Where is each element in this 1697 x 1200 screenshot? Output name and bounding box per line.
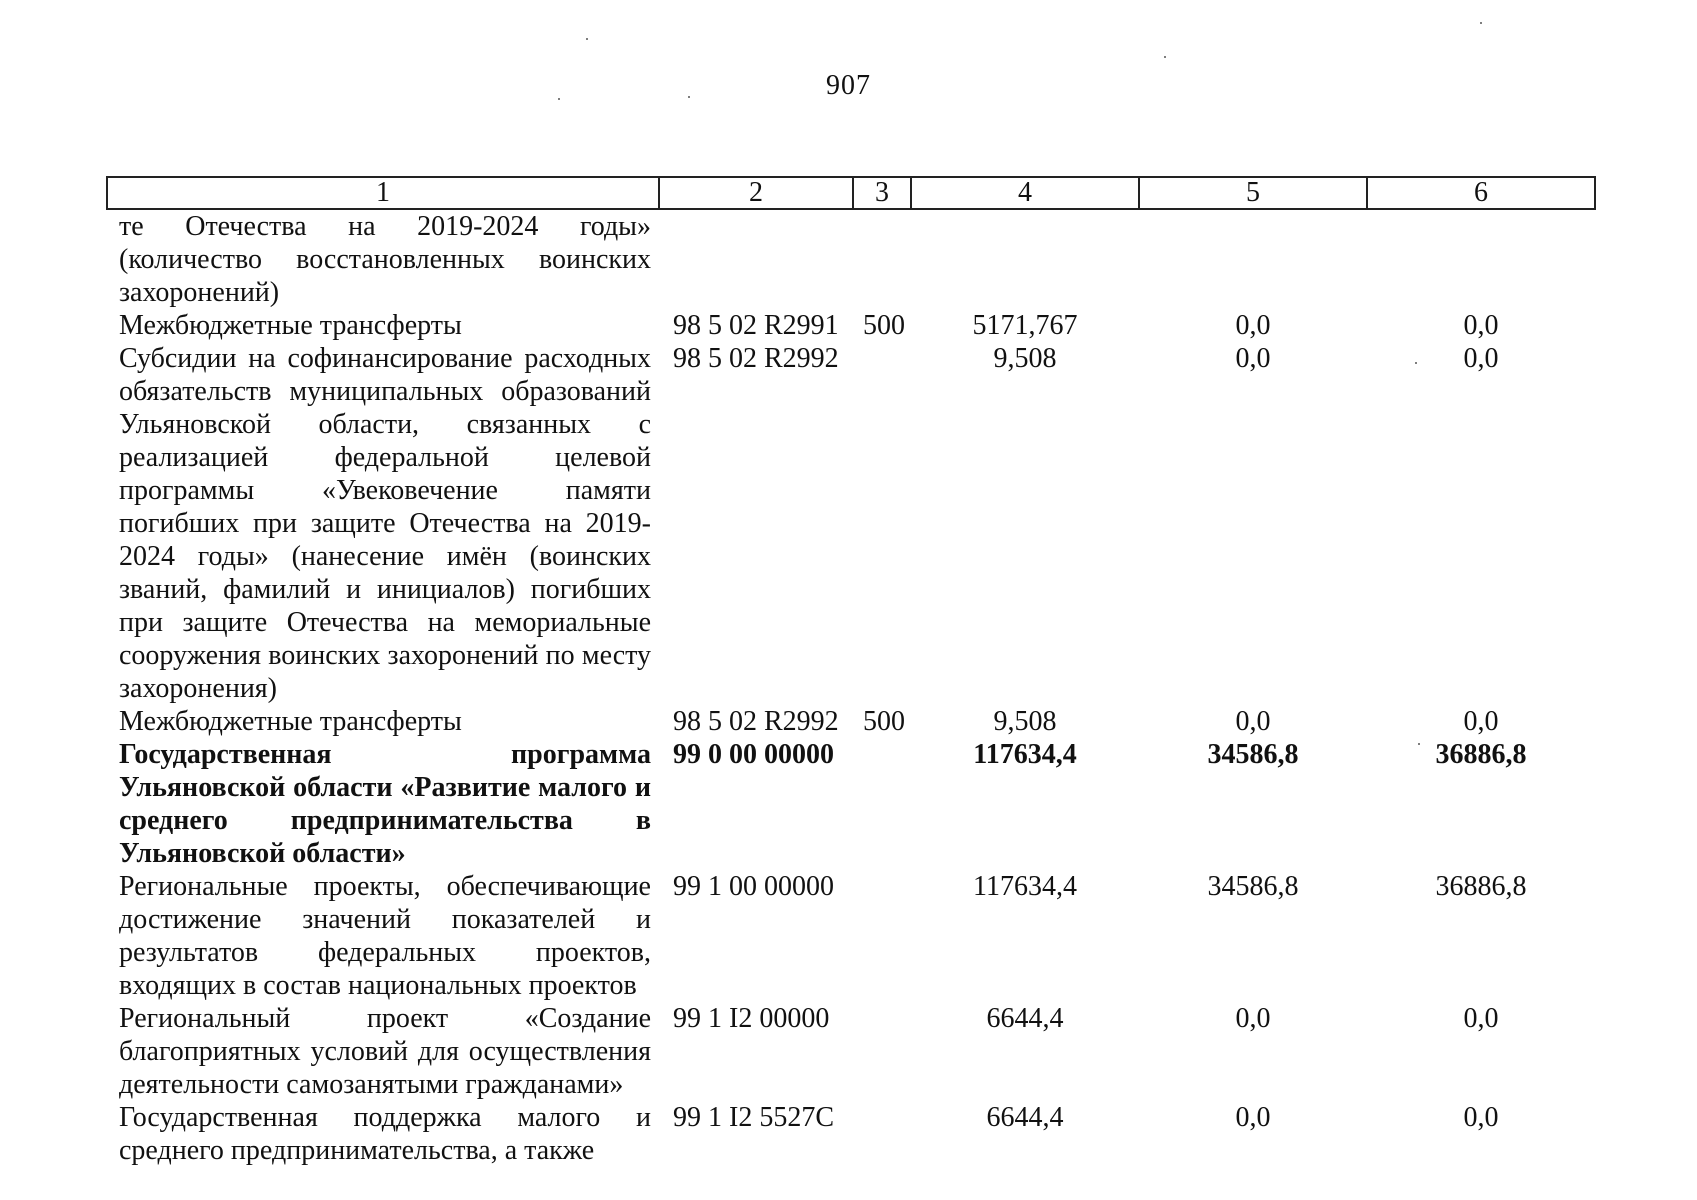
row-value-col4: 6644,4 [986, 1003, 1064, 1034]
row-value-col5 [1139, 209, 1367, 309]
table-header-row [107, 177, 1595, 209]
row-description: Региональные проекты, обеспечивающие достижение значений показателей и результатов федеральных проектов, входящих в состав национальных проектов [119, 871, 651, 1001]
row-expense-type [853, 1101, 911, 1167]
row-value-col6: 0,0 [1463, 343, 1499, 374]
row-code: 99 1 I2 5527C [673, 1102, 834, 1133]
row-expense-type [853, 209, 911, 309]
row-expense-type: 500 [863, 310, 905, 341]
scan-speck [586, 38, 588, 40]
row-value-col6: 0,0 [1463, 310, 1499, 341]
row-code: 99 1 I2 00000 [673, 1003, 830, 1034]
table-row [107, 870, 1595, 1002]
table-row [107, 342, 1595, 705]
row-code: 98 5 02 R2991 [673, 310, 839, 341]
row-value-col6: 0,0 [1463, 706, 1499, 737]
row-code: 99 1 00 00000 [673, 871, 834, 902]
row-description: Субсидии на софинансирование расходных обязательств муниципальных образований Ульяновской области, связанных с реализацией федеральной целевой программы «Увековечение памяти погибших при защите Отечества на 2019-2024 годы» (нанесение имён (воинских званий, фамилий и инициалов) погибших при защите Отечества на мемориальные сооружения воинских захоронений по месту захоронения) [119, 343, 651, 704]
row-code: 98 5 02 R2992 [673, 706, 839, 737]
row-value-col4: 117634,4 [973, 871, 1077, 902]
row-value-col5: 0,0 [1235, 343, 1271, 374]
row-description: Региональный проект «Создание благоприятных условий для осуществления деятельности самозанятыми гражданами» [119, 1003, 651, 1100]
scan-speck [558, 98, 560, 100]
table-row-program [107, 738, 1595, 870]
table-row [107, 705, 1595, 738]
row-value-col5: 0,0 [1235, 310, 1271, 341]
table-row [107, 309, 1595, 342]
row-code: 99 0 00 00000 [673, 739, 834, 770]
row-value-col4: 117634,4 [973, 739, 1077, 770]
row-expense-type: 500 [863, 706, 905, 737]
row-description: Государственная программа Ульяновской области «Развитие малого и среднего предпринимательства в Ульяновской области» [119, 739, 651, 869]
row-value-col6 [1367, 209, 1595, 309]
row-description: те Отечества на 2019-2024 годы» (количество восстановленных воинских захоронений) [119, 211, 651, 308]
row-value-col4: 9,508 [993, 706, 1057, 737]
table-row [107, 209, 1595, 309]
column-header: 6 [1367, 177, 1595, 209]
row-value-col4: 5171,767 [972, 310, 1078, 341]
row-description: Межбюджетные трансферты [119, 310, 462, 341]
budget-table [106, 176, 1596, 1167]
column-header: 1 [107, 177, 659, 209]
scan-speck [688, 96, 690, 98]
row-expense-type [853, 1002, 911, 1101]
column-header: 3 [853, 177, 911, 209]
column-header: 4 [911, 177, 1139, 209]
row-value-col5: 34586,8 [1207, 871, 1299, 902]
row-value-col5: 0,0 [1235, 1003, 1271, 1034]
row-value-col5: 0,0 [1235, 1102, 1271, 1133]
row-value-col5: 0,0 [1235, 706, 1271, 737]
row-expense-type [853, 738, 911, 870]
row-expense-type [853, 870, 911, 1002]
table-row [107, 1002, 1595, 1101]
row-code: 98 5 02 R2992 [673, 343, 839, 374]
row-value-col4: 6644,4 [986, 1102, 1064, 1133]
row-value-col4 [911, 209, 1139, 309]
column-header: 2 [659, 177, 853, 209]
scan-speck [1164, 56, 1166, 58]
row-code [659, 209, 853, 309]
row-value-col5: 34586,8 [1207, 739, 1299, 770]
page-number: 907 [826, 70, 871, 101]
row-value-col4: 9,508 [993, 343, 1057, 374]
row-value-col6: 0,0 [1463, 1003, 1499, 1034]
row-description: Государственная поддержка малого и среднего предпринимательства, а также [119, 1102, 651, 1166]
row-value-col6: 0,0 [1463, 1102, 1499, 1133]
row-value-col6: 36886,8 [1435, 871, 1527, 902]
scan-speck [1480, 22, 1482, 24]
column-header: 5 [1139, 177, 1367, 209]
row-description: Межбюджетные трансферты [119, 706, 462, 737]
row-value-col6: 36886,8 [1435, 739, 1527, 770]
row-expense-type [853, 342, 911, 705]
table-row [107, 1101, 1595, 1167]
